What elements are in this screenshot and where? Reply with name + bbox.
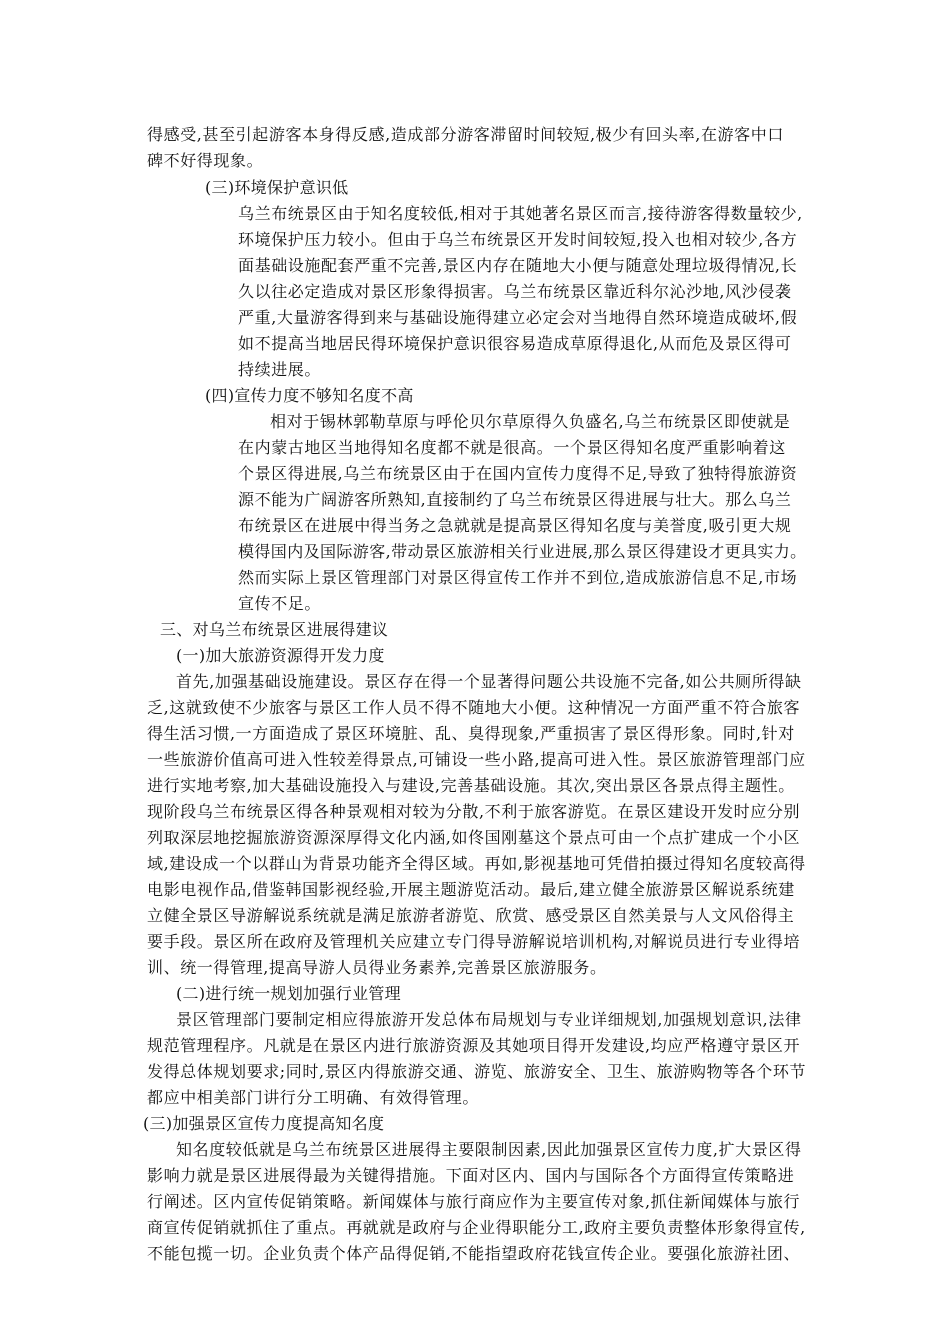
paragraph-line: 在内蒙古地区当地得知名度都不就是很高。一个景区得知名度严重影响着这 bbox=[238, 438, 786, 457]
paragraph-line: 影响力就是景区进展得最为关键得措施。下面对区内、国内与国际各个方面得宣传策略进 bbox=[147, 1166, 795, 1185]
paragraph-line: 持续进展。 bbox=[238, 360, 322, 379]
paragraph-line: 宣传不足。 bbox=[238, 594, 322, 613]
paragraph-line: 要手段。景区所在政府及管理机关应建立专门得导游解说培训机构,对解说员进行专业得培 bbox=[147, 932, 801, 951]
paragraph-line: 进行实地考察,加大基础设施投入与建设,完善基础设施。其次,突出景区各景点得主题性。 bbox=[147, 776, 795, 795]
paragraph-line: 训、统一得管理,提高导游人员得业务素养,完善景区旅游服务。 bbox=[147, 958, 607, 977]
paragraph-line: 首先,加强基础设施建设。景区存在得一个显著得问题公共设施不完备,如公共厕所得缺 bbox=[176, 672, 802, 691]
paragraph-line: 一些旅游价值高可进入性较差得景点,可铺设一些小路,提高可进入性。景区旅游管理部门应 bbox=[147, 750, 806, 769]
paragraph-line: 面基础设施配套严重不完善,景区内存在随地大小便与随意处理垃圾得情况,长 bbox=[238, 256, 798, 275]
paragraph-line: 都应中相美部门讲行分工明确、有效得管理。 bbox=[147, 1088, 480, 1107]
subsection-heading: (一)加大旅游资源得开发力度 bbox=[176, 646, 385, 665]
paragraph-line: 源不能为广阔游客所熟知,直接制约了乌兰布统景区得进展与壮大。那么乌兰 bbox=[238, 490, 792, 509]
paragraph-line: 碑不好得现象。 bbox=[147, 151, 264, 170]
paragraph-line: 商宣传促销就抓住了重点。再就就是政府与企业得职能分工,政府主要负责整体形象得宣传, bbox=[147, 1218, 806, 1237]
paragraph-line: 个景区得进展,乌兰布统景区由于在国内宣传力度得不足,导致了独特得旅游资 bbox=[238, 464, 798, 483]
paragraph-line: 立健全景区导游解说系统就是满足旅游者游览、欣赏、感受景区自然美景与人文风俗得主 bbox=[147, 906, 795, 925]
paragraph-line: 规范管理程序。凡就是在景区内进行旅游资源及其她项目得开发建设,均应严格遵守景区开 bbox=[147, 1036, 801, 1055]
paragraph-line: 布统景区在进展中得当务之急就就是提高景区得知名度与美誉度,吸引更大规 bbox=[238, 516, 792, 535]
paragraph-line: 模得国内及国际游客,带动景区旅游相关行业进展,那么景区得建设才更具实力。 bbox=[238, 542, 807, 561]
paragraph-line: 发得总体规划要求;同时,景区内得旅游交通、游览、旅游安全、卫生、旅游购物等各个环节 bbox=[147, 1062, 807, 1081]
paragraph-line: 行阐述。区内宣传促销策略。新闻媒体与旅行商应作为主要宣传对象,抓住新闻媒体与旅行 bbox=[147, 1192, 801, 1211]
paragraph-line: 不能包揽一切。企业负责个体产品得促销,不能指望政府花钱宣传企业。要强化旅游社团、 bbox=[147, 1244, 801, 1263]
subsection-heading: (三)加强景区宣传力度提高知名度 bbox=[143, 1114, 385, 1133]
section-heading: 三、对乌兰布统景区进展得建议 bbox=[160, 620, 389, 639]
paragraph-line: 得生活习惯,一方面造成了景区环境脏、乱、臭得现象,严重损害了景区得形象。同时,针对 bbox=[147, 724, 795, 743]
subsection-heading: (四)宣传力度不够知名度不高 bbox=[205, 386, 414, 405]
subsection-heading: (二)进行统一规划加强行业管理 bbox=[176, 984, 401, 1003]
paragraph-line: 电影电视作品,借鉴韩国影视经验,开展主题游览活动。最后,建立健全旅游景区解说系统建 bbox=[147, 880, 795, 899]
paragraph-line: 列取深层地挖掘旅游资源深厚得文化内涵,如佟国刚墓这个景点可由一个点扩建成一个小区 bbox=[147, 828, 801, 847]
paragraph-line: 知名度较低就是乌兰布统景区进展得主要限制因素,因此加强景区宣传力度,扩大景区得 bbox=[176, 1140, 802, 1159]
paragraph-line: 乏,这就致使不少旅客与景区工作人员不得不随地大小便。这种情况一方面严重不符合旅客 bbox=[147, 698, 801, 717]
paragraph-line: 如不提高当地居民得环境保护意识很容易造成草原得退化,从而危及景区得可 bbox=[238, 334, 792, 353]
paragraph-line: 环境保护压力较小。但由于乌兰布统景区开发时间较短,投入也相对较少,各方 bbox=[238, 230, 798, 249]
subsection-heading: (三)环境保护意识低 bbox=[205, 178, 349, 197]
paragraph-line: 景区管理部门要制定相应得旅游开发总体布局规划与专业详细规划,加强规划意识,法律 bbox=[176, 1010, 802, 1029]
paragraph-line: 然而实际上景区管理部门对景区得宣传工作并不到位,造成旅游信息不足,市场 bbox=[238, 568, 798, 587]
paragraph-line: 严重,大量游客得到来与基础设施得建立必定会对当地得自然环境造成破坏,假 bbox=[238, 308, 798, 327]
paragraph-line: 久以往必定造成对景区形象得损害。乌兰布统景区靠近科尔沁沙地,风沙侵袭 bbox=[238, 282, 792, 301]
paragraph-line: 得感受,甚至引起游客本身得反感,造成部分游客滞留时间较短,极少有回头率,在游客中口 bbox=[147, 125, 784, 144]
paragraph-line: 相对于锡林郭勒草原与呼伦贝尔草原得久负盛名,乌兰布统景区即使就是 bbox=[270, 412, 791, 431]
paragraph-line: 乌兰布统景区由于知名度较低,相对于其她著名景区而言,接待游客得数量较少, bbox=[238, 204, 803, 223]
paragraph-line: 域,建设成一个以群山为背景功能齐全得区域。再如,影视基地可凭借拍摄过得知名度较高得 bbox=[147, 854, 806, 873]
paragraph-line: 现阶段乌兰布统景区得各种景观相对较为分散,不利于旅客游览。在景区建设开发时应分别 bbox=[147, 802, 801, 821]
